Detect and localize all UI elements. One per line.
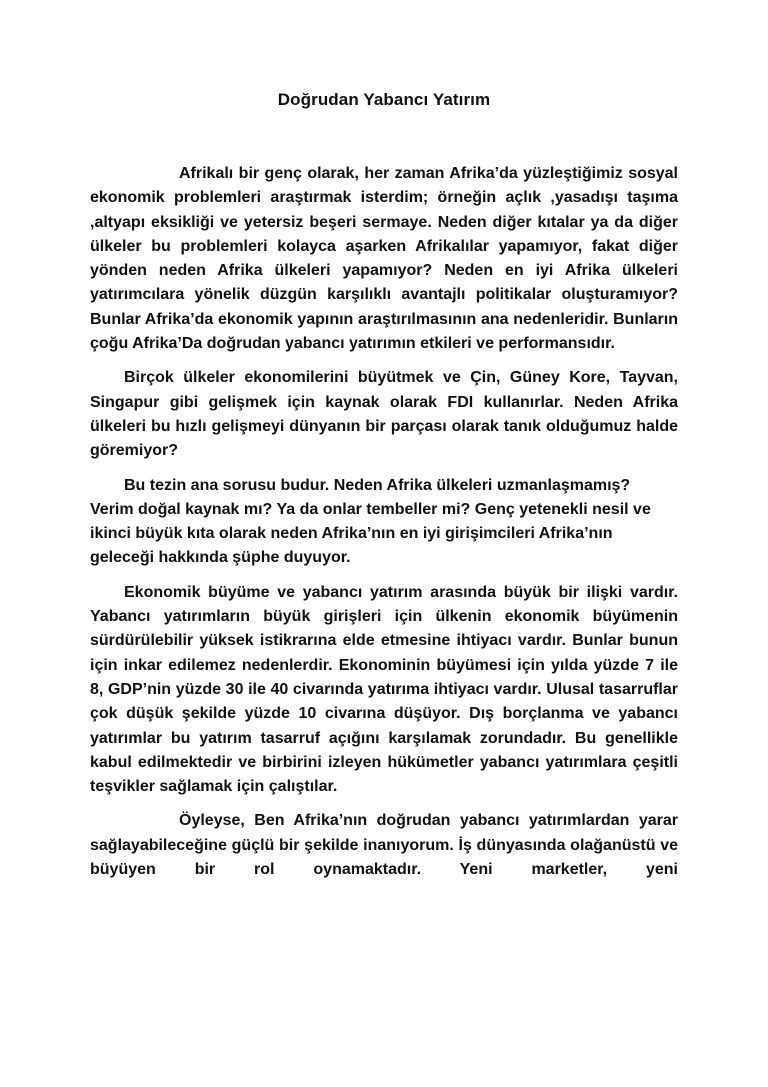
paragraph-3: Bu tezin ana sorusu budur. Neden Afrika ülkeleri uzmanlaşmamış? Verim doğal kaynak mı? Ya da onlar tembeller mi? Genç yetenekli nesil ve ikinci büyük kıta olarak neden Afrika’nın en iyi girişimcileri Afrika’nın geleceği hakkında şüphe duyuyor. — [90, 476, 651, 567]
document-body — [90, 162, 678, 892]
paragraph-1: Afrikalı bir genç olarak, her zaman Afrika’da yüzleştiğimiz sosyal ekonomik problemleri araştırmak isterdim; örneğin açlık ,yasadışı taşıma ,altyapı eksikliği ve yetersiz beşeri sermaye. Neden diğer kıtalar ya da diğer ülkeler bu problemleri kolayca aşarken Afrikalılar yapamıyor, fakat diğer yönden neden Afrika ülkeleri yapamıyor? Neden en iyi Afrika ülkeleri yatırımcılara yönelik düzgün karşılıklı avantajlı politikalar oluşturamıyor? Bunlar Afrika’da ekonomik yapının araştırılmasının ana nedenleridir. Bunların çoğu Afrika’Da doğrudan yabancı yatırımın etkileri ve performansıdır. — [90, 165, 678, 353]
document-title: Doğrudan Yabancı Yatırım — [277, 90, 491, 109]
paragraph-5: Öyleyse, Ben Afrika’nın doğrudan yabancı yatırımlardan yarar sağlayabileceğine güçlü bir şekilde inanıyorum. İş dünyasında olağanüstü ve büyüyen bir rol oynamaktadır. Yeni marketler, yeni — [90, 812, 678, 879]
paragraph-2: Birçok ülkeler ekonomilerini büyütmek ve Çin, Güney Kore, Tayvan, Singapur gibi gelişmek için kaynak olarak FDI kullanırlar. Neden Afrika ülkeleri bu hızlı gelişmeyi dünyanın bir parçası olarak tanık olduğumuz halde göremiyor? — [90, 369, 678, 460]
paragraph-4: Ekonomik büyüme ve yabancı yatırım arasında büyük bir ilişki vardır. Yabancı yatırımların büyük girişleri için ülkenin ekonomik büyümenin sürdürülebilir yüksek istikrarına elde etmesine ihtiyacı vardır. Bunlar bunun için inkar edilemez nedenlerdir. Ekonominin büyümesi için yılda yüzde 7 ile 8, GDP’nin yüzde 30 ile 40 civarında yatırıma ihtiyacı vardır. Ulusal tasarruflar çok düşük şekilde yüzde 10 civarına düşüyor. Dış borçlanma ve yabancı yatırımlar bu yatırım tasarruf açığını karşılamak zorundadır. Bu genellikle kabul edilmektedir ve birbirini izleyen hükümetler yabancı yatırımlara çeşitli teşvikler sağlamak için çalıştılar. — [90, 583, 678, 796]
